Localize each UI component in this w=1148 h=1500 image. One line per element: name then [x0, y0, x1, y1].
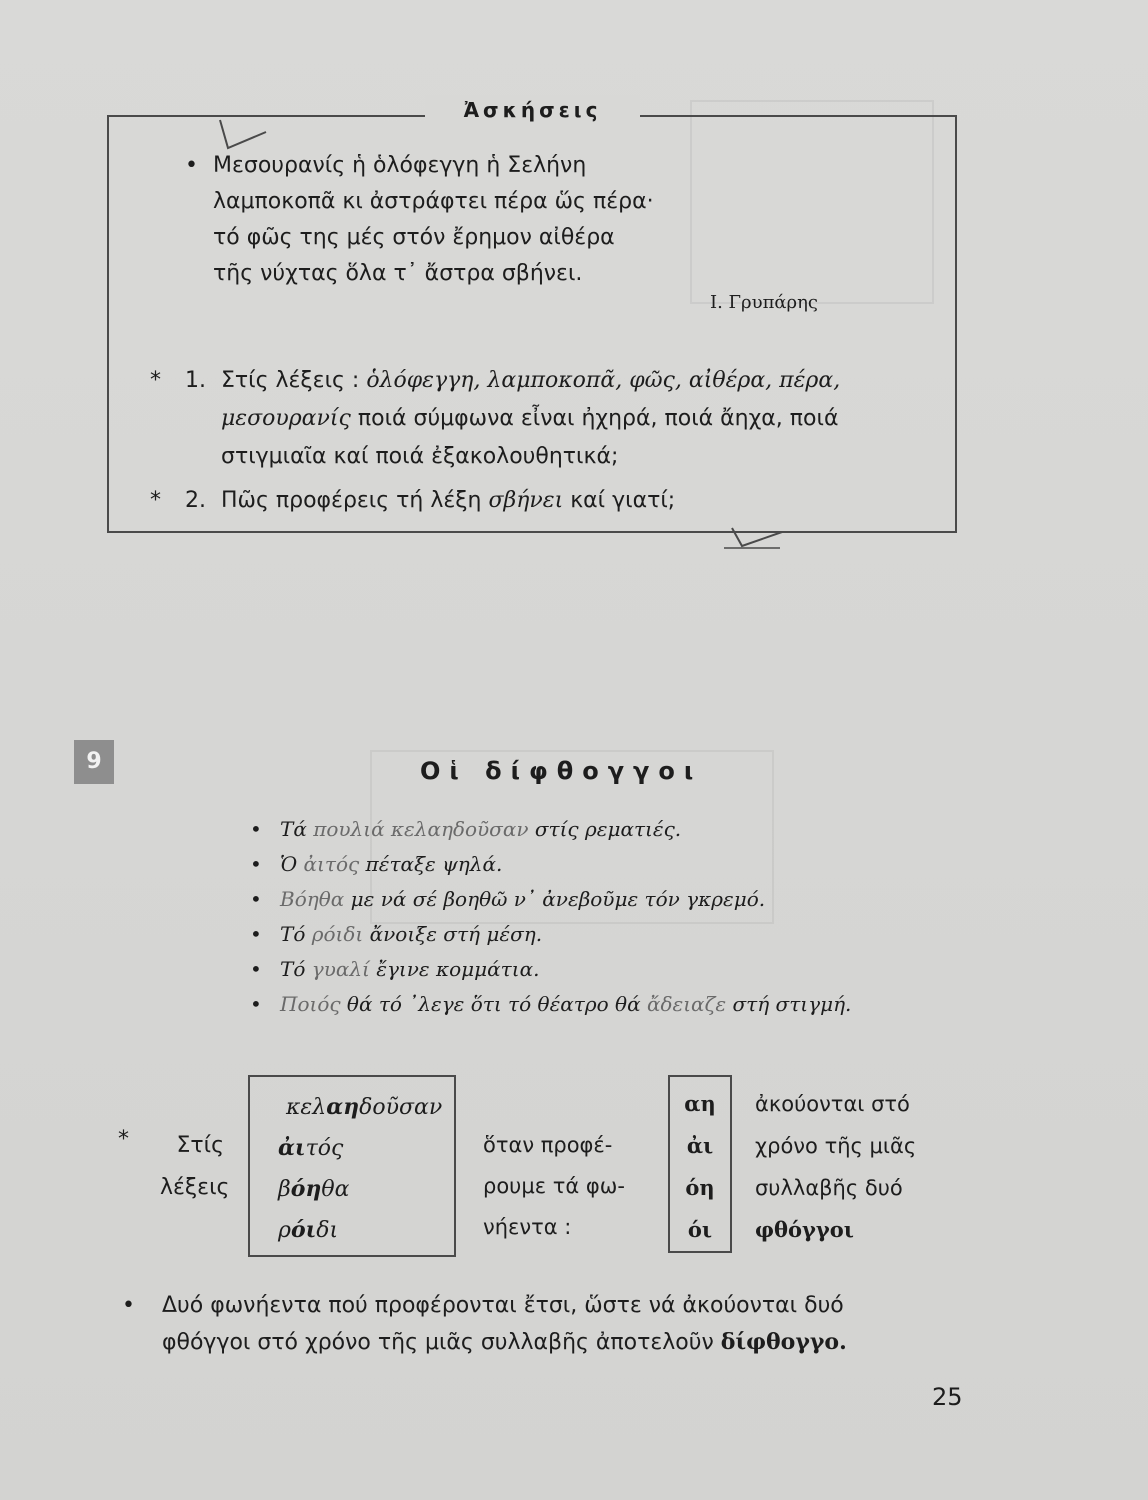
- example-sentence: • Ὁ ἀιτός πέταξε ψηλά.: [250, 852, 503, 876]
- table-star: *: [118, 1127, 129, 1152]
- poem: [185, 148, 654, 292]
- diphthongs-list: [668, 1083, 732, 1251]
- diphthong-rule: • Δυό φωνήεντα πού προφέρονται ἔτσι, ὥστε νά ἀκούονται δυό φθόγγοι στό χρόνο τῆς μιᾶς συλλαβῆς ἀποτελοῦν δίφθογγο.: [122, 1293, 847, 1355]
- diphthong: ἀι: [686, 1133, 714, 1158]
- question-1: * 1. Στίς λέξεις : ὁλόφεγγη, λαμποκοπᾶ, φῶς, αἰθέρα, πέρα, μεσουρανίς ποιά σύμφωνα εἶναι ἠχηρά, ποιά ἄηχα, ποιά στιγμιαῖα καί ποιά ἐξακολουθητικά;: [150, 368, 841, 469]
- section-number-badge: 9: [74, 740, 114, 784]
- hearing-text: ἀκούονται στό χρόνο τῆς μιᾶς συλλαβῆς δυό φθόγγοι: [755, 1092, 917, 1242]
- diphthong-words: [278, 1087, 442, 1251]
- poem-line: λαμποκοπᾶ κι ἀστράφτει πέρα ὥς πέρα·: [213, 189, 654, 214]
- example-sentence: • Ποιός θά τό ᾽λεγε ὅτι τό θέατρο θά ἄδειαζε στή στιγμή.: [250, 992, 852, 1016]
- check-mark-icon: [720, 518, 790, 554]
- example-sentence: • Τό γυαλί ἔγινε κομμάτια.: [250, 957, 540, 981]
- diphthong-word: ἀιτός: [278, 1135, 344, 1161]
- question-2: * 2. Πῶς προφέρεις τή λέξη σβήνει καί γιατί;: [150, 488, 676, 513]
- pronunciation-text: ὅταν προφέ- ρουμε τά φω- νήεντα :: [483, 1133, 625, 1239]
- page-number: 25: [932, 1383, 963, 1411]
- table-left-label: Στίς λέξεις: [160, 1133, 230, 1200]
- exercise-title-wrap: [425, 95, 640, 125]
- poem-line: • Μεσουρανίς ἡ ὁλόφεγγη ἡ Σελήνη: [185, 153, 587, 178]
- diphthong-word: βόηθα: [278, 1176, 350, 1202]
- example-sentences: [250, 812, 851, 1022]
- poem-author: Ι. Γρυπάρης: [710, 292, 818, 313]
- diphthong: όι: [687, 1217, 713, 1242]
- example-sentence: • Τά πουλιά κελαηδοῦσαν στίς ρεματιές.: [250, 817, 682, 841]
- poem-line: τῆς νύχτας ὅλα τ᾽ ἄστρα σβήνει.: [213, 261, 583, 286]
- diphthong: όη: [685, 1175, 715, 1200]
- section-title: Οἱ δίφθογγοι: [420, 757, 703, 785]
- example-sentence: • Τό ρόιδι ἄνοιξε στή μέση.: [250, 922, 543, 946]
- poem-line: τό φῶς της μές στόν ἔρημον αἰθέρα: [213, 225, 615, 250]
- example-sentence: • Βόηθα με νά σέ βοηθῶ ν᾽ ἀνεβοῦμε τόν γκρεμό.: [250, 887, 766, 911]
- diphthong: αη: [684, 1091, 716, 1116]
- diphthong-word: κελαηδοῦσαν: [286, 1094, 443, 1120]
- exercise-title: Ἀσκήσεις: [463, 98, 602, 122]
- diphthong-word: ρόιδι: [278, 1217, 339, 1243]
